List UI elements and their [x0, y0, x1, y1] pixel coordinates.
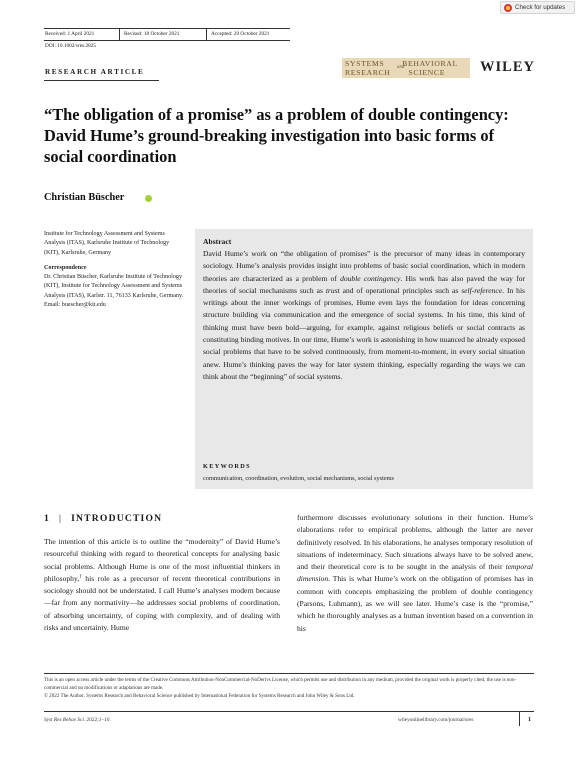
publisher-logo: WILEY — [480, 59, 535, 75]
abstract-segment: David Hume’s work on “the obligation of promises” is the precursor of many ideas in contemporary sociology. Hume’s analysis provides insight into problems of basic social coordination, which in modern theories are characterized as a problem of — [203, 249, 525, 283]
abstract-emphasis: trust — [325, 285, 340, 295]
section-separator: | — [59, 513, 63, 524]
abstract-heading: Abstract — [203, 237, 232, 246]
logo-word-science: SCIENCE — [408, 68, 446, 77]
logo-word-systems: SYSTEMS — [345, 59, 385, 68]
keywords-heading: KEYWORDS — [203, 463, 251, 470]
logo-line-2 — [345, 68, 445, 77]
keywords-list: communication, coordination, evolution, social mechanisms, social systems — [203, 475, 394, 482]
correspondence-text: Dr. Christian Büscher, Karlsruhe Institute of Technology (KIT), Institute for Technology Assessment and Systems Analysis (ITAS), Karlstr. 11, 76133 Karlsruhe, Germany. — [44, 274, 184, 299]
logo-ampersand: and — [397, 65, 405, 70]
correspondence-heading: Correspondence — [44, 264, 87, 271]
affiliation-block — [44, 230, 184, 310]
journal-logo — [342, 58, 470, 78]
logo-word-research: RESEARCH — [345, 68, 391, 77]
revised-date: Revised: 18 October 2021 — [124, 31, 180, 37]
article-type-label: RESEARCH ARTICLE — [45, 68, 145, 76]
header-divider — [119, 29, 120, 40]
affiliation-text: Institute for Technology Assessment and Systems Analysis (ITAS), Karlsruhe Institute of Technology (KIT), Karlsruhe, Germany — [44, 231, 170, 256]
check-updates-label: Check for updates — [515, 4, 566, 11]
header-rule-bottom — [44, 40, 290, 41]
check-for-updates-button[interactable] — [500, 1, 575, 14]
footnote-rule — [44, 673, 534, 674]
license-text: This is an open access article under the terms of the Creative Commons Attribution-NonCommercial-NoDerivs License, which permits use and distribution in any medium, provided the original work is properly cited, the use is non-commercial and no modifications or adaptations are made. — [44, 677, 517, 691]
received-date: Received: 1 April 2021 — [45, 31, 95, 37]
article-title: “The obligation of a promise” as a problem of double contingency: David Hume’s ground-breaking investigation into basic forms of social coordination — [44, 105, 509, 166]
author-name: Christian Büscher — [44, 192, 125, 203]
section-number: 1 — [44, 513, 50, 524]
check-updates-icon — [504, 4, 512, 12]
body-text: . This is what Hume’s work on the obligation of promises has in common with concepts emphasizing the problem of double contingency (Parsons, Luhmann), as we will see later. Hume’s case is the “promise,” which he thoroughly analyses as a human invention based on a convention in his — [297, 574, 533, 633]
footer-divider — [519, 712, 520, 726]
accepted-date: Accepted: 20 October 2021 — [211, 31, 270, 37]
correspondence-email[interactable]: Email: buescher@kit.edu — [44, 302, 106, 309]
abstract-emphasis: self-reference — [461, 285, 503, 295]
copyright-text: © 2022 The Author. Systems Research and Behavioral Science published by International Federation for Systems Research and John Wiley & Sons Ltd. — [44, 693, 355, 699]
abstract-box — [195, 229, 533, 489]
body-text: furthermore discusses evolutionary solutions in their function. Hume’s elaborations refer to empirical problems, although the latter are never definitively resolved. In his elaborations, he analyses temporary resolution of situations of indeterminacy. Such situations always have to be solved anew, and their theoretical core is to be sought in the analysis of their — [297, 513, 533, 572]
body-column-right — [297, 512, 533, 635]
section-title: INTRODUCTION — [71, 513, 163, 524]
section-heading — [44, 513, 162, 524]
body-column-left — [44, 536, 280, 634]
journal-url[interactable]: wileyonlinelibrary.com/journal/sres — [398, 717, 474, 723]
logo-word-behavioral: BEHAVIORAL — [402, 59, 458, 68]
doi[interactable]: DOI: 10.1002/sres.2825 — [45, 43, 97, 49]
citation: Syst Res Behav Sci. 2022;1–10. — [44, 717, 111, 723]
body-text: The intention of this article is to outline the “modernity” of David Hume’s resourceful thinking with regard to theoretical concepts for analysing basic social problems. Although Hume is one of the most influential thinkers in philosophy, — [44, 537, 280, 583]
license-footnote — [44, 676, 534, 700]
abstract-segment: . His work has also paved the way for theories of social mechanisms such as — [203, 273, 525, 295]
footer-rule — [44, 711, 534, 712]
body-emphasis: temporal dimension — [297, 562, 533, 584]
footnote-ref[interactable]: 1 — [79, 574, 82, 580]
body-text: his role as a precursor of recent theoretical contributions in sociology should not be understated. I call Hume’s analyses modern because—far from any normativity—he addresses social problems of coordination, of absorbing uncertainty, of coping with complexity, and of dealing with risks and uncertainty. Hume — [44, 573, 280, 633]
header-rule-top — [44, 28, 290, 29]
abstract-text — [203, 248, 525, 383]
header-divider — [206, 29, 207, 40]
abstract-segment: and of operational principles such as — [339, 285, 462, 295]
article-type-underline — [44, 80, 159, 81]
abstract-segment: . In his writings about the inner workings of promises, Hume even lays the foundation for ideas concerning structure building via communication and the emergence of social systems. In his time, this kind of thinking must have been bold—arguing, for example, against religious beliefs or social contracts as constituting binding motives. In our time, Hume’s work is astonishing in how nuanced he already exposed social problems that have to be solved continuously, from moment-to-moment, in every social situation anew. Hume’s thinking paves the way for later system thinking, especially regarding the ways we can think about the “beginning” of social systems. — [203, 285, 525, 381]
orcid-icon[interactable] — [145, 195, 152, 202]
abstract-emphasis: double contingency — [340, 273, 401, 283]
page-number: 1 — [528, 716, 532, 723]
